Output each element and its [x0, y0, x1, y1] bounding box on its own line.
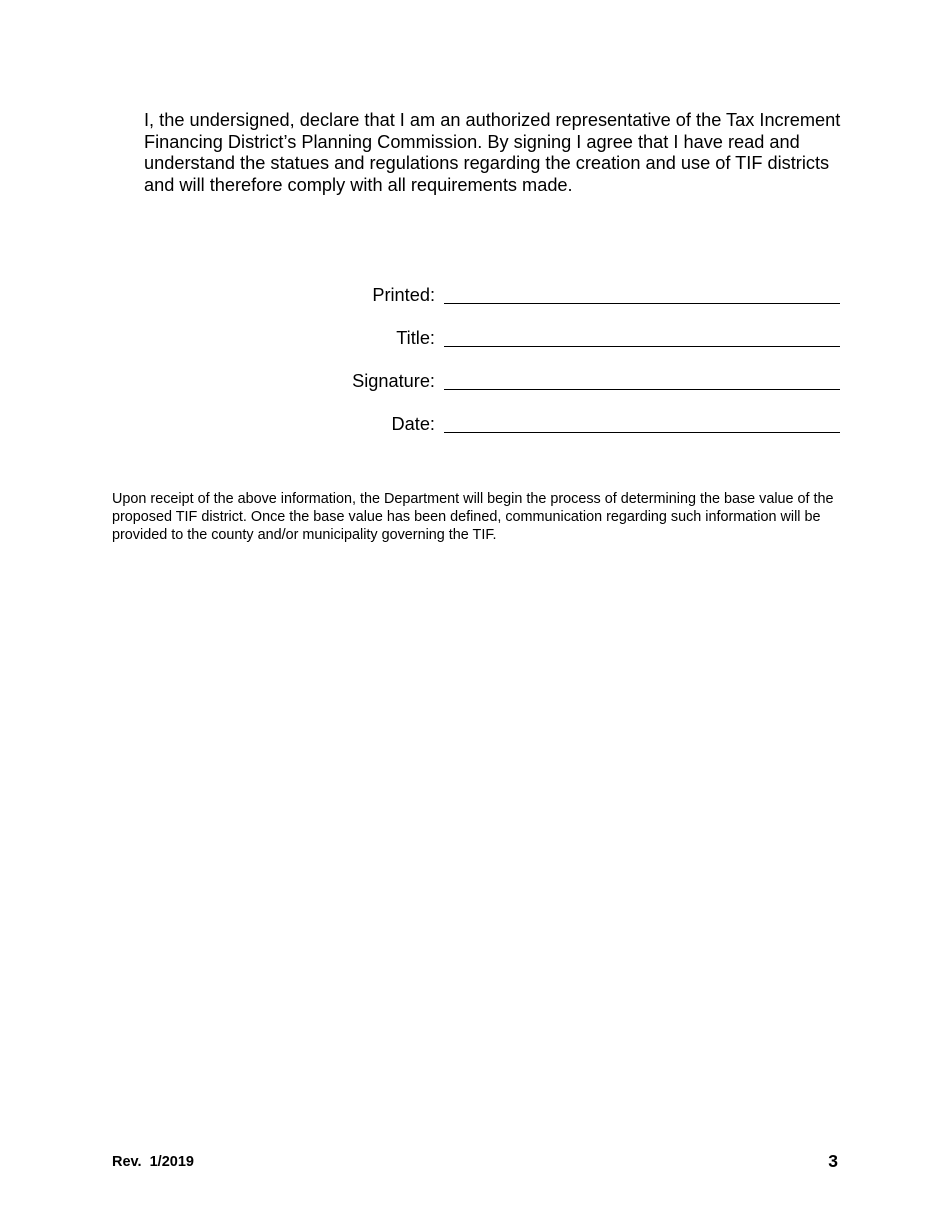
title-line[interactable] [444, 346, 840, 347]
printed-label: Printed: [372, 285, 435, 305]
title-label: Title: [396, 328, 435, 348]
date-label: Date: [391, 414, 435, 434]
printed-name-row [300, 282, 840, 308]
page-number: 3 [828, 1151, 838, 1171]
signature-line[interactable] [444, 389, 840, 390]
date-row [300, 411, 840, 437]
declaration-paragraph: I, the undersigned, declare that I am an authorized representative of the Tax Increment Financing District’s Planning Commission. By signing I agree that I have read and understand the statues and regulations regarding the creation and use of TIF districts and will therefore comply with all requirements made. [144, 110, 841, 195]
printed-name-line[interactable] [444, 303, 840, 304]
signature-row [300, 368, 840, 394]
notice-paragraph: Upon receipt of the above information, the Department will begin the process of determining the base value of the proposed TIF district. Once the base value has been defined, communication regarding such information will be provided to the county and/or municipality governing the TIF. [112, 491, 834, 543]
date-line[interactable] [444, 432, 840, 433]
title-row [300, 325, 840, 351]
revision-label: Rev. 1/2019 [112, 1154, 194, 1170]
signature-label: Signature: [352, 371, 435, 391]
